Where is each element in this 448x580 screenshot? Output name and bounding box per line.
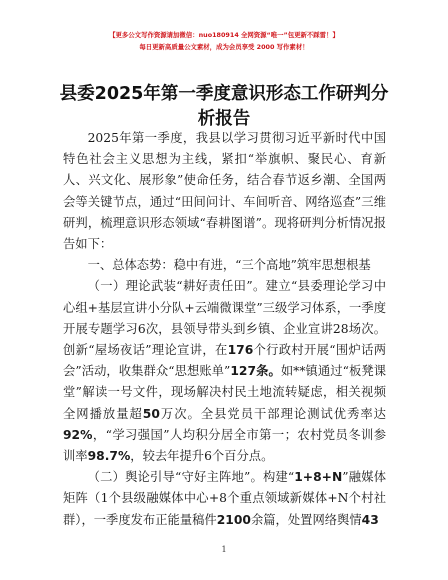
promo-banner-line-1: 【更多公文写作资源请加微信：nuo180914 全网资源“唯一”包更新不踩雷！】 xyxy=(109,31,339,39)
number-views: 50 xyxy=(142,406,160,421)
text-run: 如**镇通过“板凳课堂”解读一号文件，现场解决村民土地流转疑虑，相关视频全网播放量超 xyxy=(63,364,386,421)
text-run: ”融媒体矩阵（1个县级融媒体中心+8个重点领域新媒体+N个村社群），一季度发布正能量稿件 xyxy=(63,470,386,527)
number-articles: 2100 xyxy=(216,512,251,527)
number-villages: 176 xyxy=(227,343,254,358)
paragraph-label-media: （二）舆论引导“守好主阵地”。 xyxy=(87,470,263,485)
text-run: 构建“ xyxy=(262,470,295,485)
page-number: 1 xyxy=(221,545,227,554)
text-run: ，“学习强国”人均积分居全市第一；农村党员冬训参训率 xyxy=(63,427,386,464)
text-run: 个行政村开展“围炉话两会”活动，收集群众“思想账单” xyxy=(63,343,386,379)
number-participation-rate: 98.7% xyxy=(87,449,131,464)
intro-paragraph: 2025年第一季度，我县以学习贯彻习近平新时代中国特色社会主义思想为主线，紧扣“举旗帜、聚民心、育新人、兴文化、展形象”使命任务，结合春节返乡潮、全国两会等关键节点，通过“田间问计、车间听音、网络巡查”三维研判，梳理意识形态领域“春耕图谱”。现将研判分析情况报告如下： xyxy=(63,131,386,252)
document-body xyxy=(63,128,386,531)
document-title: 县委2025年第一季度意识形态工作研判分析报告 xyxy=(59,84,389,129)
number-excellent-rate: 92% xyxy=(63,427,93,442)
promo-banner-line-2: 每日更新高质量公文素材，成为会员享受 2000 写作素材！ xyxy=(139,43,309,51)
paragraph-theory xyxy=(63,276,386,467)
paragraph-label-theory: （一）理论武装“耕好责任田”。 xyxy=(87,279,266,294)
number-incidents: 43 xyxy=(361,512,379,527)
section-heading-1: 一、总体态势：稳中有进，“三个高地”筑牢思想根基 xyxy=(87,258,371,273)
number-media-matrix: 1+8+N xyxy=(294,470,343,485)
number-bills: 127条。 xyxy=(230,364,281,379)
text-run: ，较去年提升6个百分点。 xyxy=(130,449,274,464)
paragraph-media xyxy=(63,467,386,531)
text-run: 万次。全县党员干部理论测试优秀率达 xyxy=(159,406,386,421)
text-run: 余篇，处置网络舆情 xyxy=(250,512,362,527)
text-run: 建立“县委理论学习中心组+基层宣讲小分队+云端微课堂”三级学习体系，一季度开展专题学习6次，县领导带头到乡镇、企业宣讲28场次。创新“屋场夜话”理论宣讲，在 xyxy=(63,279,386,358)
